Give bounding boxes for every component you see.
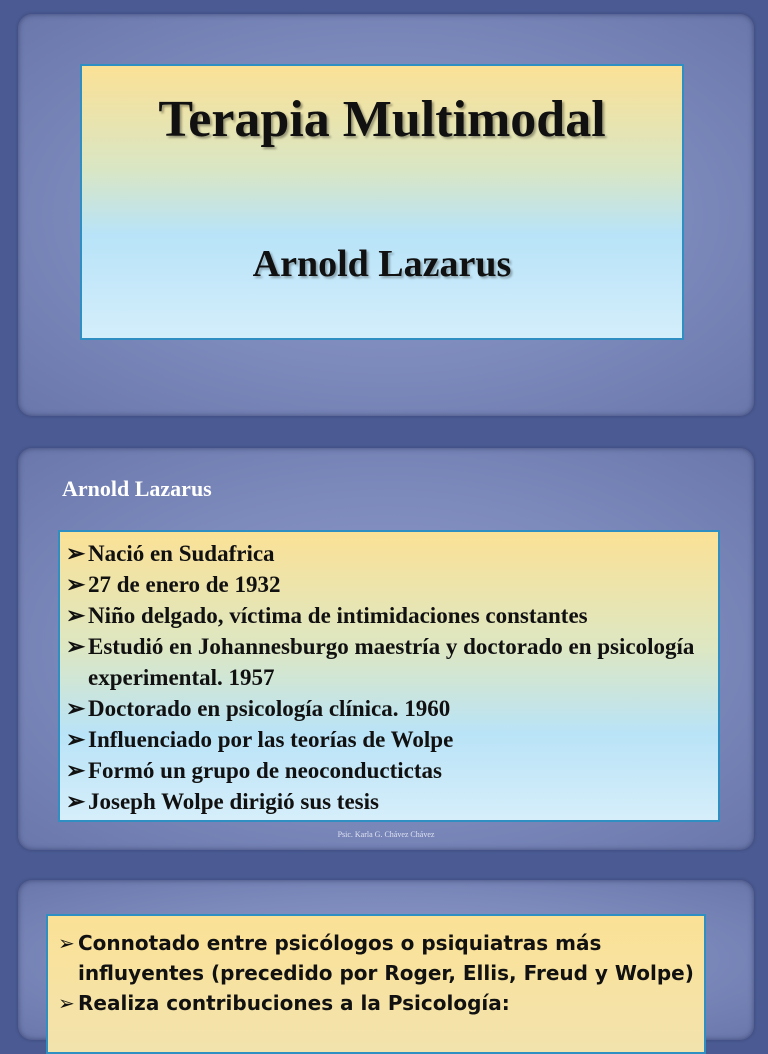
slide-contributions [18, 880, 754, 1040]
contributions-box [46, 914, 706, 1054]
list-item [66, 724, 712, 755]
list-item-text: Nació en Sudafrica [88, 541, 275, 566]
list-item [66, 786, 712, 817]
list-item [58, 988, 696, 1018]
arrow-bullet-icon: ➢ [66, 572, 86, 597]
list-item-text: Joseph Wolpe dirigió sus tesis [88, 789, 379, 814]
arrow-bullet-icon: ➢ [58, 931, 75, 955]
arrow-bullet-icon: ➢ [66, 634, 86, 659]
arrow-bullet-icon: ➢ [66, 789, 86, 814]
list-item [66, 693, 712, 724]
arrow-bullet-icon: ➢ [66, 758, 86, 783]
list-item-text: Niño delgado, víctima de intimidaciones constantes [88, 603, 588, 628]
arrow-bullet-icon: ➢ [58, 991, 75, 1015]
list-item [66, 538, 712, 569]
contributions-list [58, 928, 696, 1018]
arrow-bullet-icon: ➢ [66, 696, 86, 721]
slide-title [18, 14, 754, 416]
list-item-text: Realiza contribuciones a la Psicología: [78, 991, 510, 1015]
list-item-text: Doctorado en psicología clínica. 1960 [88, 696, 451, 721]
list-item [66, 569, 712, 600]
arrow-bullet-icon: ➢ [66, 603, 86, 628]
list-item-text: 27 de enero de 1932 [88, 572, 281, 597]
list-item-text: Connotado entre psicólogos o psiquiatras más influyentes (precedido por Roger, Ellis, Freud y Wolpe) [78, 931, 694, 985]
slide-biography [18, 448, 754, 850]
arrow-bullet-icon: ➢ [66, 727, 86, 752]
slide-title-text: Terapia Multimodal [158, 91, 606, 148]
list-item-text: Estudió en Johannesburgo maestría y doctorado en psicología experimental. 1957 [88, 634, 695, 690]
slide-footer: Psic. Karla G. Chávez Chávez [337, 830, 435, 839]
biography-box [58, 530, 720, 822]
arrow-bullet-icon: ➢ [66, 541, 86, 566]
list-item-text: Influenciado por las teorías de Wolpe [88, 727, 454, 752]
title-box [80, 64, 684, 340]
list-item [66, 755, 712, 786]
biography-heading: Arnold Lazarus [62, 476, 212, 501]
list-item-text: Formó un grupo de neoconductictas [88, 758, 442, 783]
biography-list [66, 538, 712, 817]
list-item [66, 600, 712, 631]
slide-subtitle-text: Arnold Lazarus [252, 243, 512, 285]
list-item [66, 631, 712, 693]
list-item [58, 928, 696, 988]
